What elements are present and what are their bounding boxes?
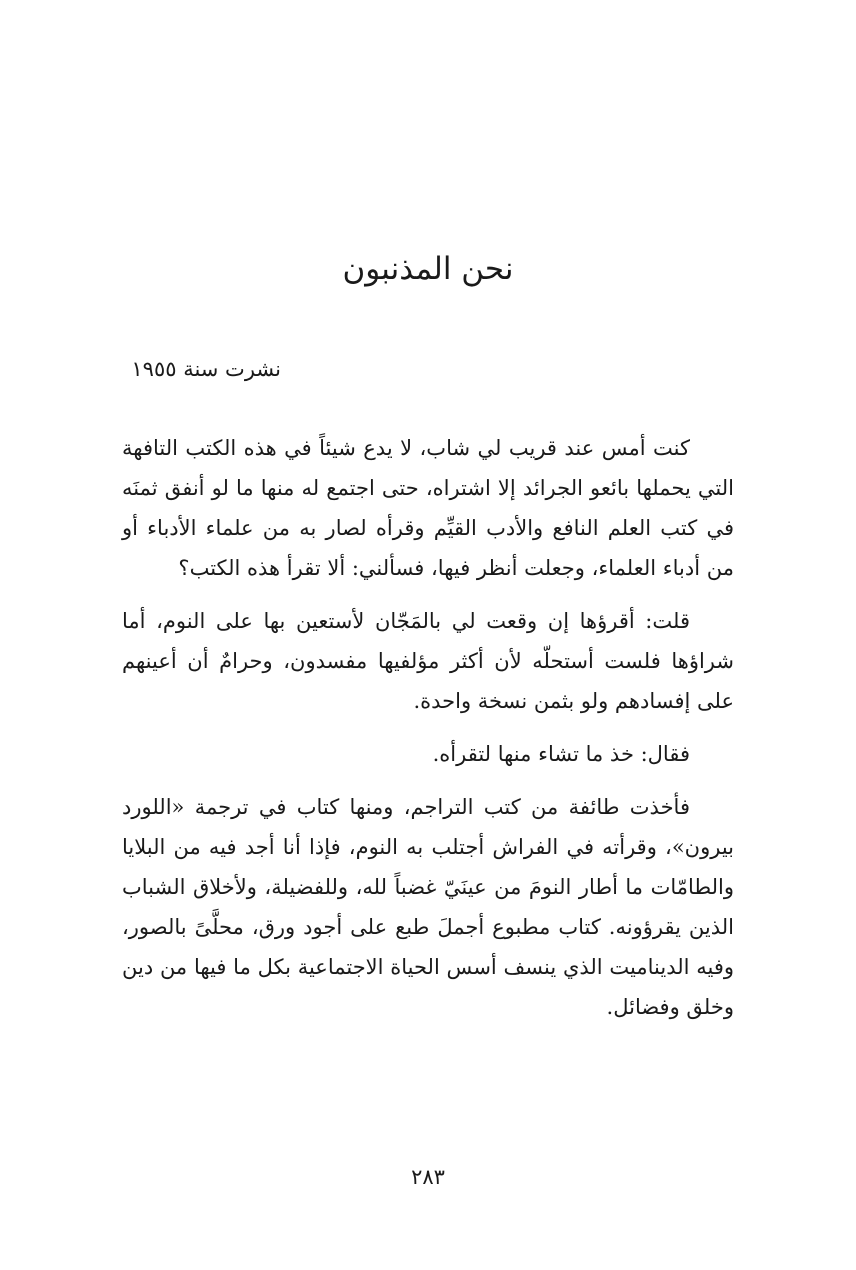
- chapter-title: نحن المذنبون: [342, 251, 514, 287]
- paragraph: فأخذت طائفة من كتب التراجم، ومنها كتاب في ترجمة «اللورد بيرون»، وقرأته في الفراش أجتلب به النوم، فإذا أنا أجد فيه من البلايا والطامّات ما أطار النومَ من عينَيّ غضباً لله، وللفضيلة، ولأخلاق الشباب الذين يقرؤونه. كتاب مطبوع أجملَ طبع على أجود ورق، محلَّىً بالصور، وفيه الديناميت الذي ينسف أسس الحياة الاجتماعية بكل ما فيها من دين وخلق وفضائل.: [122, 795, 734, 1019]
- paragraph: قلت: أقرؤها إن وقعت لي بالمَجّان لأستعين بها على النوم، أما شراؤها فلست أستحلّه لأن أكثر مؤلفيها مفسدون، وحرامٌ أن أعينهم على إفسادهم ولو بثمن نسخة واحدة.: [122, 609, 734, 713]
- paragraph: كنت أمس عند قريب لي شاب، لا يدع شيئاً في هذه الكتب التافهة التي يحملها بائعو الجرائد إلا اشتراه، حتى اجتمع له منها ما لو أنفق ثمنَه في كتب العلم النافع والأدب القيِّم وقرأه لصار به من علماء الأدباء أو من أدباء العلماء، وجعلت أنظر فيها، فسألني: ألا تقرأ هذه الكتب؟: [122, 436, 734, 580]
- page-number: ٢٨٣: [411, 1165, 445, 1189]
- body-text: [122, 428, 734, 1040]
- publication-note: نشرت سنة ١٩٥٥: [131, 357, 281, 381]
- paragraph: فقال: خذ ما تشاء منها لتقرأه.: [432, 742, 690, 766]
